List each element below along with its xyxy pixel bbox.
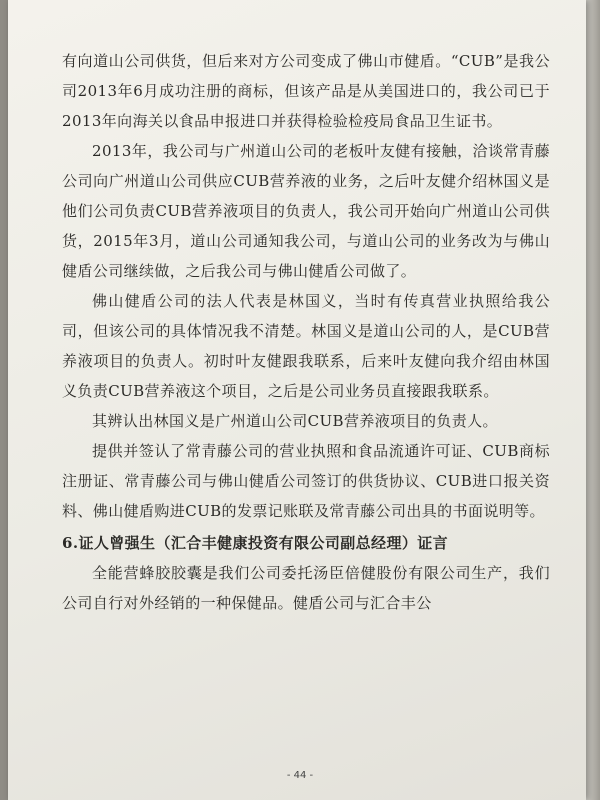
paragraph-2013-contact: 2013年，我公司与广州道山公司的老板叶友健有接触，洽谈常青藤公司向广州道山公司供应CUB营养液的业务，之后叶友健介绍林国义是他们公司负责CUB营养液项目的负责人，我公司开始向广州道山公司供货，2015年3月，道山公司通知我公司，与道山公司的业务改为与佛山健盾公司继续做，之后我公司与佛山健盾公司做了。 — [62, 142, 550, 280]
document-body — [62, 46, 550, 618]
section-heading-witness-6: 6.证人曾强生（汇合丰健康投资有限公司副总经理）证言 — [62, 534, 449, 552]
paragraph-continuation: 有向道山公司供货，但后来对方公司变成了佛山市健盾。“CUB”是我公司2013年6月成功注册的商标，但该产品是从美国进口的，我公司已于2013年向海关以食品申报进口并获得检验检疫局食品卫生证书。 — [62, 52, 550, 130]
paragraph-documents-provided: 提供并签认了常青藤公司的营业执照和食品流通许可证、CUB商标注册证、常青藤公司与佛山健盾公司签订的供货协议、CUB进口报关资料、佛山健盾购进CUB的发票记账联及常青藤公司出具的书面说明等。 — [62, 442, 550, 520]
paragraph-identification: 其辨认出林国义是广州道山公司CUB营养液项目的负责人。 — [92, 412, 498, 430]
paragraph-legal-representative: 佛山健盾公司的法人代表是林国义，当时有传真营业执照给我公司，但该公司的具体情况我不清楚。林国义是道山公司的人，是CUB营养液项目的负责人。初时叶友健跟我联系，后来叶友健向我介绍由林国义负责CUB营养液这个项目，之后是公司业务员直接跟我联系。 — [62, 292, 550, 400]
page-number: - 44 - — [286, 770, 314, 781]
book-edge — [586, 0, 600, 800]
paragraph-witness-testimony: 全能营蜂胶胶囊是我们公司委托汤臣倍健股份有限公司生产，我们公司自行对外经销的一种保健品。健盾公司与汇合丰公 — [62, 564, 550, 612]
